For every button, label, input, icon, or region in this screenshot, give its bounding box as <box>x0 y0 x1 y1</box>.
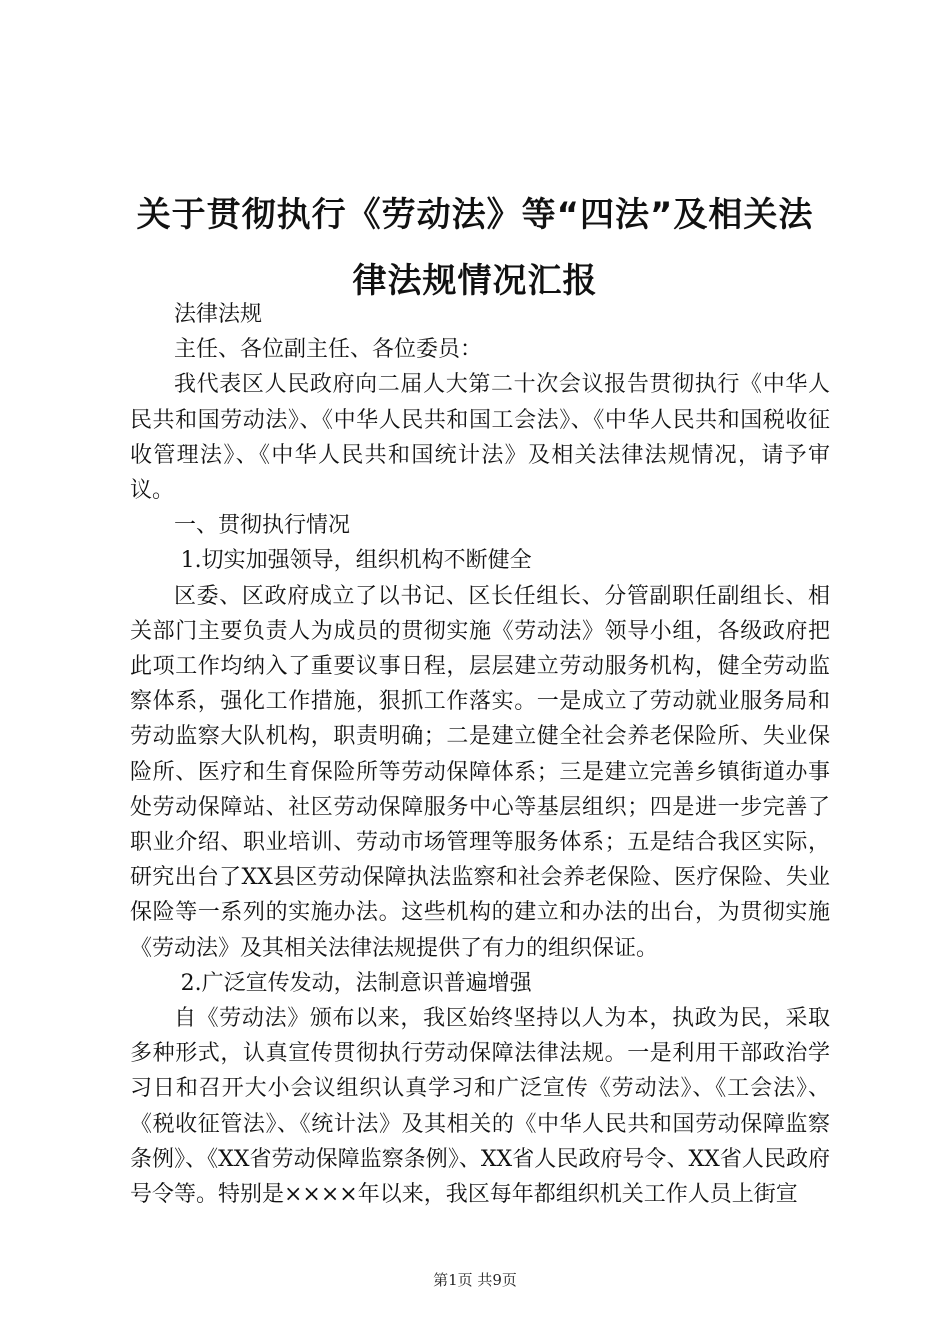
subsection-body-1: 区委、区政府成立了以书记、区长任组长、分管副职任副组长、相关部门主要负责人为成员的贯彻实施《劳动法》领导小组，各级政府把此项工作均纳入了重要议事日程，层层建立劳动服务机构，健全劳动监察体系，强化工作措施，狠抓工作落实。一是成立了劳动就业服务局和劳动监察大队机构，职责明确；二是建立健全社会养老保险所、失业保险所、医疗和生育保险所等劳动保障体系；三是建立完善乡镇街道办事处劳动保障站、社区劳动保障服务中心等基层组织；四是进一步完善了职业介绍、职业培训、劳动市场管理等服务体系；五是结合我区实际，研究出台了XX县区劳动保障执法监察和社会养老保险、医疗保险、失业保险等一系列的实施办法。这些机构的建立和办法的出台，为贯彻实施《劳动法》及其相关法律法规提供了有力的组织保证。 <box>130 583 830 961</box>
title-line-2: 律法规情况汇报 <box>352 261 598 301</box>
document-title <box>100 182 850 314</box>
subsection-body-2: 自《劳动法》颁布以来，我区始终坚持以人为本，执政为民，采取多种形式，认真宣传贯彻执行劳动保障法律法规。一是利用干部政治学习日和召开大小会议组织认真学习和广泛宣传《劳动法》、《工会法》、《税收征管法》、《统计法》及其相关的《中华人民共和国劳动保障监察条例》、《XX省劳动保障监察条例》、XX省人民政府号令、XX省人民政府号令等。特别是××××年以来，我区每年都组织机关工作人员上街宣 <box>130 1006 830 1208</box>
document-body <box>130 297 830 1212</box>
category-label: 法律法规 <box>174 302 263 327</box>
section-heading: 一、贯彻执行情况 <box>174 513 351 539</box>
title-line-1: 关于贯彻执行《劳动法》等“四法”及相关法 <box>136 195 814 235</box>
intro-paragraph: 我代表区人民政府向二届人大第二十次会议报告贯彻执行《中华人民共和国劳动法》、《中华人民共和国工会法》、《中华人民共和国税收征收管理法》、《中华人民共和国统计法》及相关法律法规情况，请予审议。 <box>130 372 830 504</box>
subsection-heading-2: 2.广泛宣传发动，法制意识普遍增强 <box>180 970 532 996</box>
salutation: 主任、各位副主任、各位委员： <box>174 337 483 363</box>
page-number-footer: 第1页 共9页 <box>433 1271 517 1289</box>
subsection-heading-1: 1.切实加强领导，组织机构不断健全 <box>180 548 532 574</box>
